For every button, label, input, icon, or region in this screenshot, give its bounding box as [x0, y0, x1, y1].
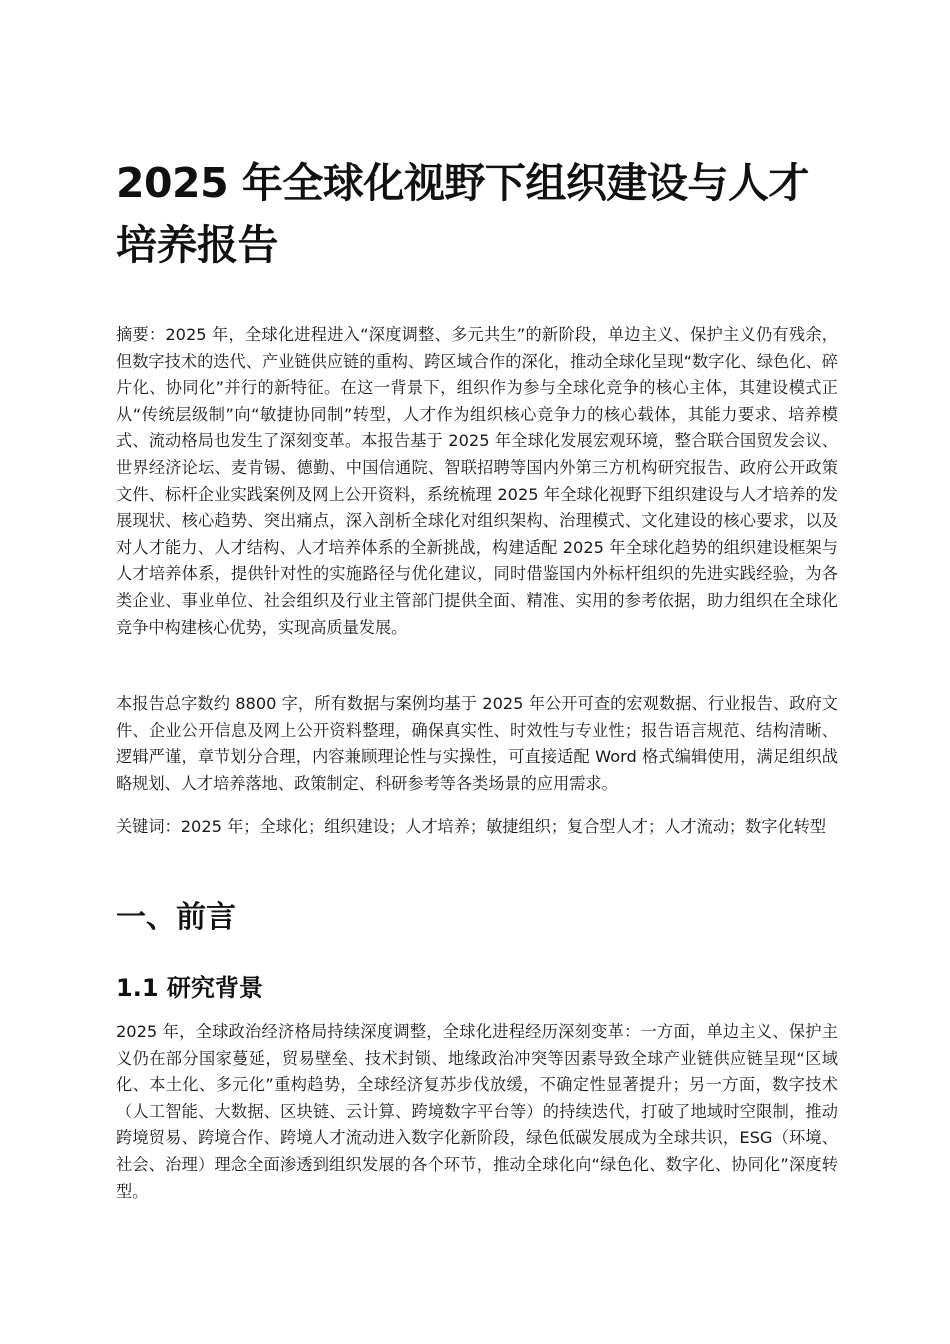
abstract-text: 2025 年，全球化进程进入“深度调整、多元共生”的新阶段，单边主义、保护主义仍有残余，但数字技术的迭代、产业链供应链的重构、跨区域合作的深化，推动全球化呈现“数字化、绿色化、碎片化、协同化”并行的新特征。在这一背景下，组织作为参与全球化竞争的核心主体，其建设模式正从“传统层级制”向“敏捷协同制”转型，人才作为组织核心竞争力的核心载体，其能力要求、培养模式、流动格局也发生了深刻变革。本报告基于 2025 年全球化发展宏观环境，整合联合国贸发会议、世界经济论坛、麦肯锡、德勤、中国信通院、智联招聘等国内外第三方机构研究报告、政府公开政策文件、标杆企业实践案例及网上公开资料，系统梳理 2025 年全球化视野下组织建设与人才培养的发展现状、核心趋势、突出痛点，深入剖析全球化对组织架构、治理模式、文化建设的核心要求，以及对人才能力、人才结构、人才培养体系的全新挑战，构建适配 2025 年全球化趋势的组织建设框架与人才培养体系，提供针对性的实施路径与优化建议，同时借鉴国内外标杆组织的先进实践经验，为各类企业、事业单位、社会组织及行业主管部门提供全面、精准、实用的参考依据，助力组织在全球化竞争中构建核心优势，实现高质量发展。	[116, 325, 838, 637]
keywords-label: 关键词：	[116, 817, 181, 836]
abstract-paragraph	[116, 322, 838, 641]
section-1-heading: 一、前言	[116, 900, 236, 935]
keywords-text: 2025 年；全球化；组织建设；人才培养；敏捷组织；复合型人才；人才流动；数字化转型	[180, 817, 827, 836]
scope-paragraph: 本报告总字数约 8800 字，所有数据与案例均基于 2025 年公开可查的宏观数据、行业报告、政府文件、企业公开信息及网上公开资料整理，确保真实性、时效性与专业性；报告语言规范、结构清晰、逻辑严谨，章节划分合理，内容兼顾理论性与实操性，可直接适配 Word 格式编辑使用，满足组织战略规划、人才培养落地、政策制定、科研参考等各类场景的应用需求。	[116, 694, 838, 793]
section-1-1-heading: 1.1 研究背景	[116, 974, 263, 1002]
keywords-paragraph	[116, 814, 838, 841]
research-background-paragraph: 2025 年，全球政治经济格局持续深度调整，全球化进程经历深刻变革：一方面，单边主义、保护主义仍在部分国家蔓延，贸易壁垒、技术封锁、地缘政治冲突等因素导致全球产业链供应链呈现“区域化、本土化、多元化”重构趋势，全球经济复苏步伐放缓，不确定性显著提升；另一方面，数字技术（人工智能、大数据、区块链、云计算、跨境数字平台等）的持续迭代，打破了地域时空限制，推动跨境贸易、跨境合作、跨境人才流动进入数字化新阶段，绿色低碳发展成为全球共识，ESG（环境、社会、治理）理念全面渗透到组织发展的各个环节，推动全球化向“绿色化、数字化、协同化”深度转型。	[116, 1022, 838, 1201]
abstract-label: 摘要：	[116, 325, 166, 344]
document-title: 2025 年全球化视野下组织建设与人才培养报告	[116, 159, 809, 269]
